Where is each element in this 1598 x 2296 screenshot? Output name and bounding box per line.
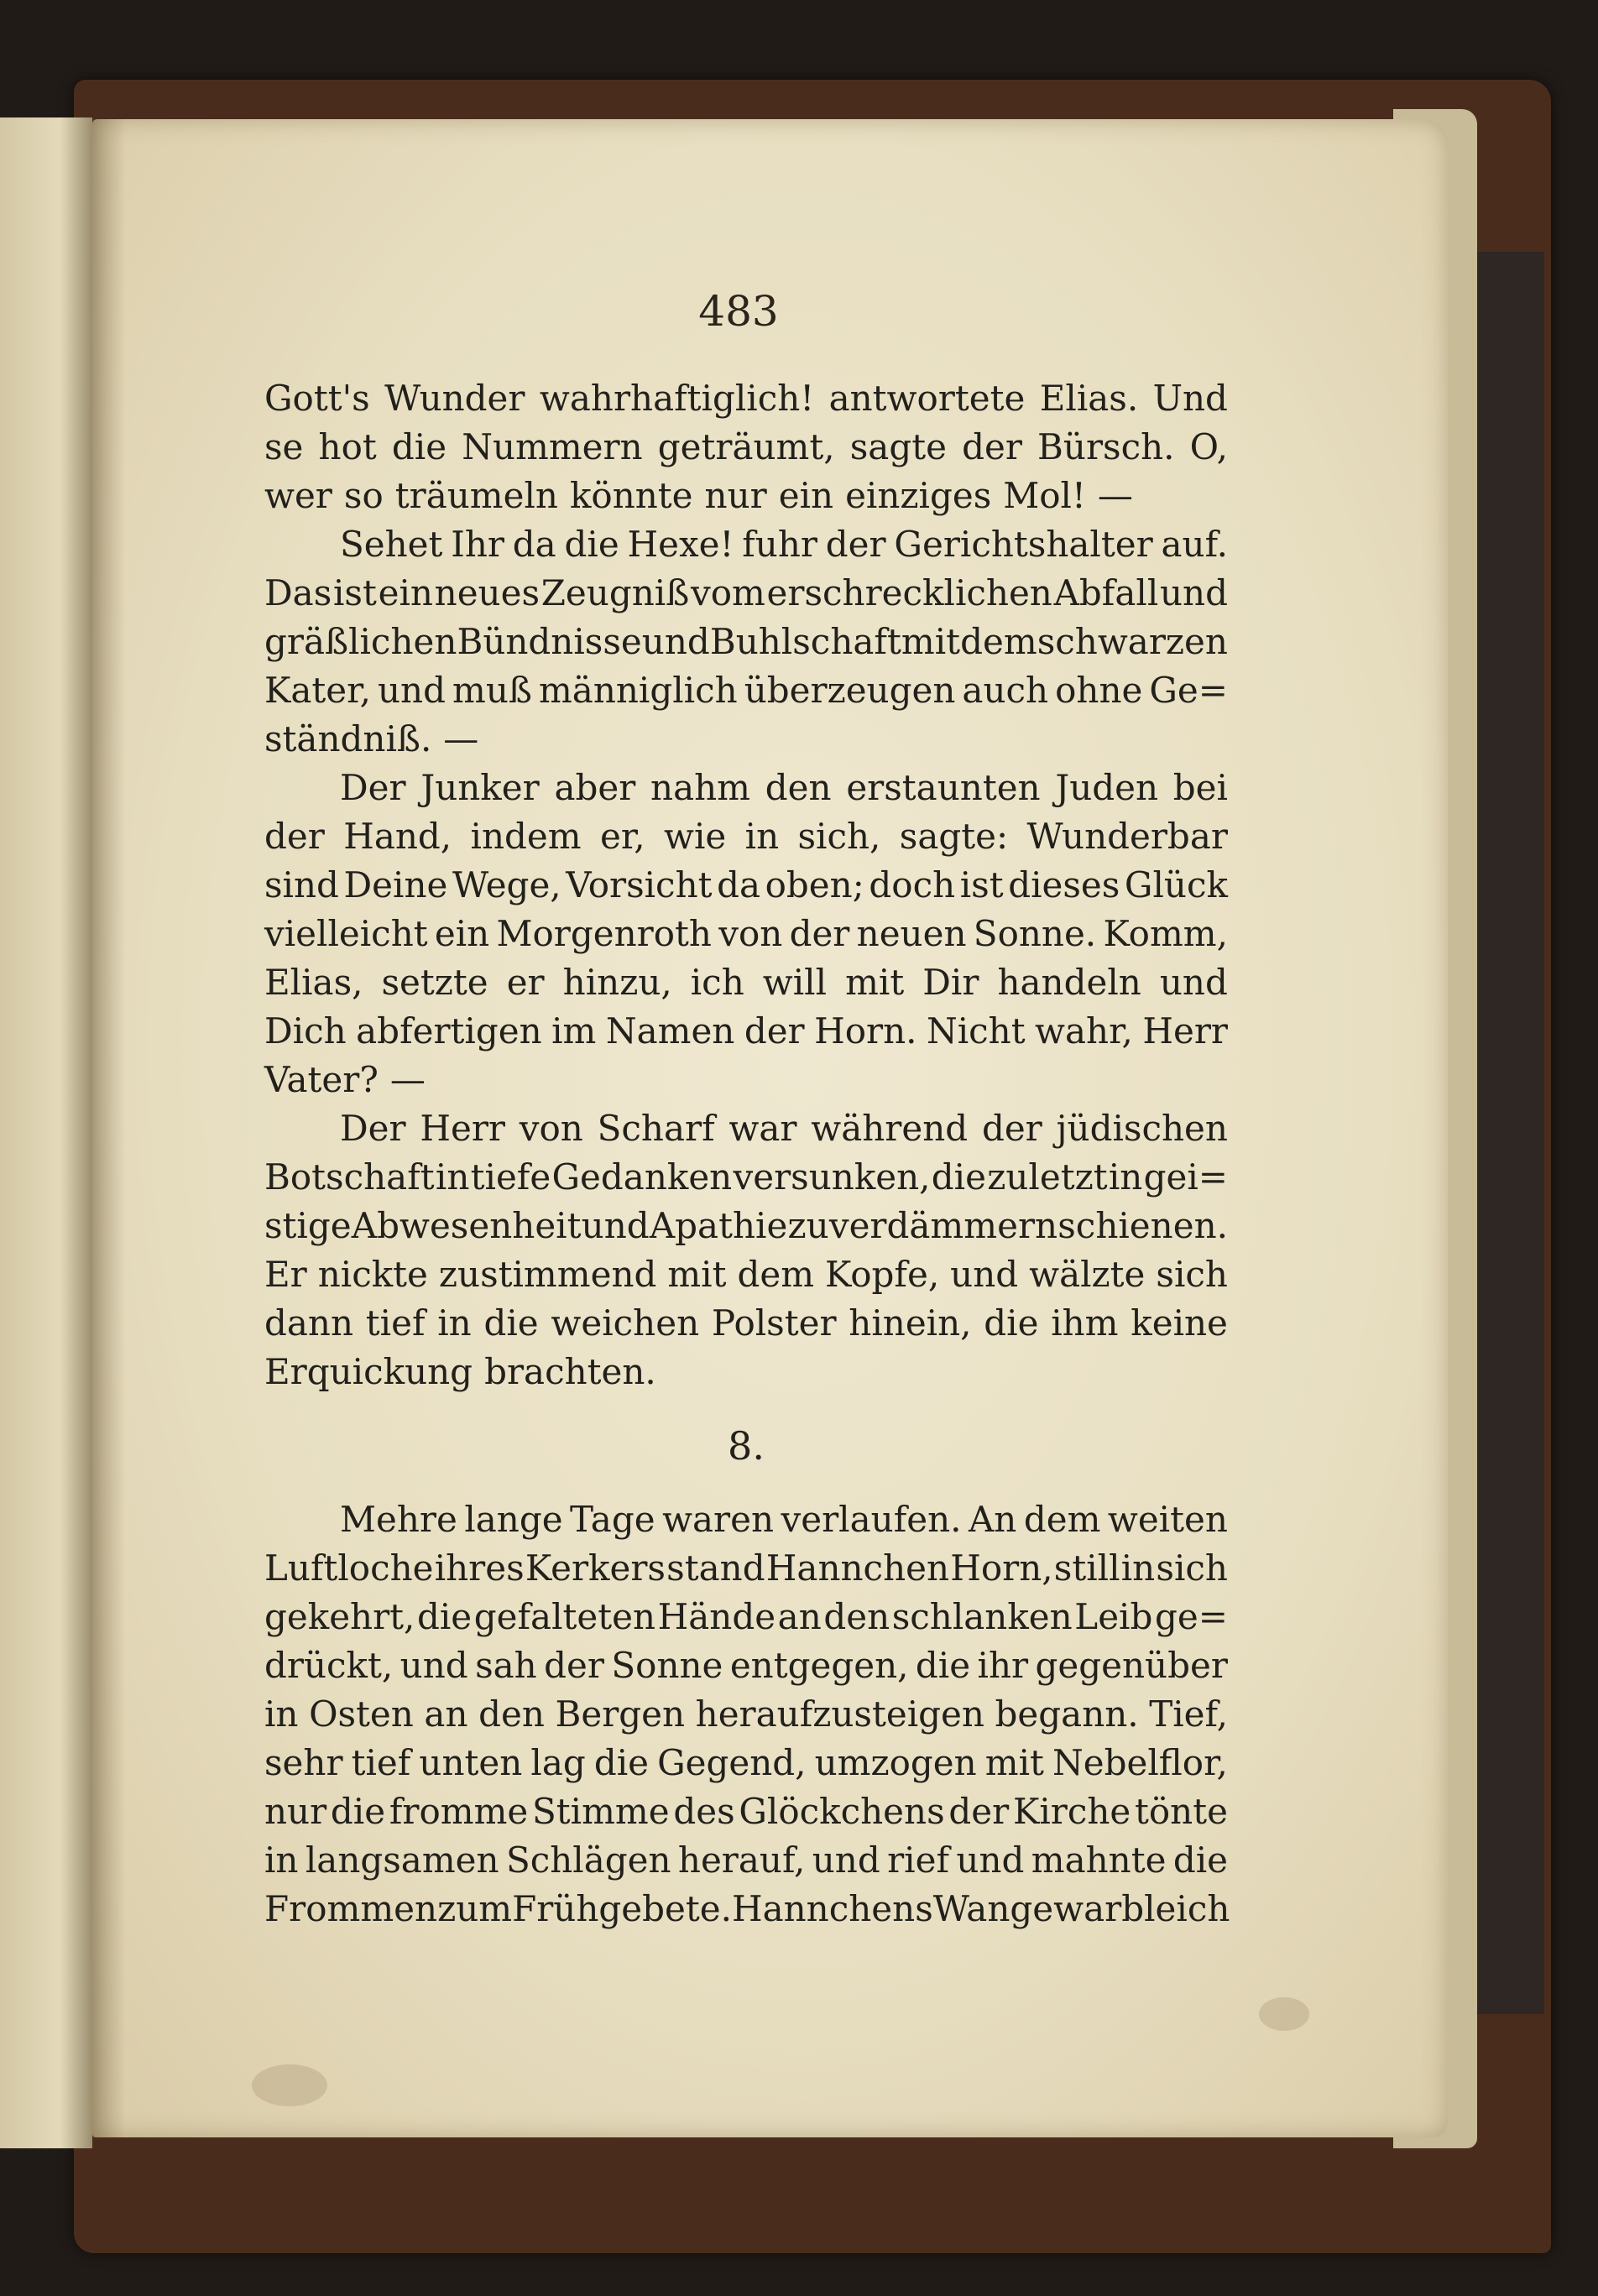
word: Bürsch.: [1037, 426, 1175, 467]
text-line: [264, 1007, 1228, 1056]
word: nickte: [317, 1254, 428, 1295]
word: langsamen: [305, 1839, 499, 1881]
word: Sonne.: [973, 913, 1097, 954]
word: Kopfe,: [825, 1254, 940, 1295]
word: und: [641, 621, 710, 662]
word: Hände: [657, 1596, 776, 1637]
word: Leib: [1074, 1596, 1153, 1637]
word: Hannchens: [731, 1888, 933, 1929]
word: die: [416, 1596, 473, 1637]
word: und: [581, 1205, 650, 1246]
word: gräßlichen: [264, 621, 457, 662]
word: unten: [419, 1742, 523, 1783]
word: Hannchen: [765, 1547, 950, 1589]
word: männiglich: [538, 670, 738, 711]
word: sind: [264, 864, 339, 905]
word: Botschaft: [264, 1156, 435, 1198]
word: und: [1159, 962, 1228, 1003]
word: ohne: [1055, 670, 1143, 711]
word: ich: [690, 962, 744, 1003]
word: sich: [1156, 1547, 1228, 1589]
word: Der: [340, 767, 406, 808]
word: vielleicht: [264, 913, 428, 954]
word: wie: [664, 816, 727, 857]
word: mit: [984, 1742, 1044, 1783]
word: sich,: [797, 816, 881, 857]
word: Kerkers: [525, 1547, 666, 1589]
word: erschrecklichen: [766, 572, 1052, 613]
word: bei: [1172, 767, 1228, 808]
word: keine: [1131, 1302, 1228, 1344]
word: Gerichtshalter: [894, 524, 1153, 565]
word: die: [984, 1302, 1039, 1344]
word: ein: [434, 913, 490, 954]
word: der: [744, 1010, 805, 1051]
text-line: [264, 1739, 1228, 1787]
word: die: [330, 1791, 386, 1832]
word: ge=: [1154, 1596, 1228, 1637]
word: Bergen: [555, 1693, 686, 1735]
word: nahm: [650, 767, 751, 808]
word: und: [377, 670, 446, 711]
word: dieses: [1008, 864, 1120, 905]
word: des: [673, 1791, 735, 1832]
word: in: [264, 1839, 299, 1881]
word: der: [981, 1108, 1042, 1149]
word: Elias.: [1039, 378, 1139, 419]
word: sagte:: [899, 816, 1009, 857]
word: der: [264, 816, 325, 857]
paper-stain: [252, 2064, 327, 2106]
word: Ge=: [1149, 670, 1228, 711]
word: gegenüber: [1035, 1645, 1228, 1686]
text-line: [264, 1836, 1228, 1885]
word: sehr: [264, 1742, 343, 1783]
word: Dich: [264, 1010, 347, 1051]
word: Kirche: [1012, 1791, 1131, 1832]
word: zustimmend: [438, 1254, 657, 1295]
word: fromme: [389, 1791, 529, 1832]
text-line: [264, 1495, 1228, 1544]
word: da: [717, 864, 761, 905]
text-line: [264, 910, 1228, 958]
word: stige: [264, 1205, 352, 1246]
word: zuletzt: [987, 1156, 1108, 1198]
word: aber: [554, 767, 636, 808]
word: Herr: [420, 1108, 506, 1149]
word: Nebelflor,: [1052, 1742, 1228, 1783]
word: Hexe!: [627, 524, 734, 565]
word: Wange: [932, 1888, 1054, 1929]
word: tief: [365, 1302, 426, 1344]
word: setzte: [381, 962, 488, 1003]
word: weichen: [551, 1302, 700, 1344]
word: rief: [887, 1839, 950, 1881]
word: er,: [599, 816, 645, 857]
word: ihm: [1051, 1302, 1119, 1344]
text-line: [264, 1885, 1228, 1933]
word: dem: [737, 1254, 815, 1295]
word: wahr,: [1035, 1010, 1133, 1051]
word: ist: [959, 864, 1004, 905]
text-line: [264, 1202, 1228, 1250]
word: auch: [962, 670, 1049, 711]
word: Sonne: [611, 1645, 723, 1686]
word: träumeln: [394, 475, 558, 516]
text-line: [264, 569, 1228, 618]
text-line: [264, 520, 1228, 569]
word: dem: [1023, 1499, 1101, 1540]
word: Apathie: [649, 1205, 788, 1246]
word: Glöckchens: [739, 1791, 945, 1832]
word: Morgenroth: [496, 913, 712, 954]
word: schlanken: [891, 1596, 1073, 1637]
word: entgegen,: [729, 1645, 909, 1686]
word: an: [777, 1596, 822, 1637]
word: in: [744, 816, 780, 857]
word: Komm,: [1103, 913, 1228, 954]
word: Das: [264, 572, 332, 613]
word: Herr: [1142, 1010, 1228, 1051]
page-number: 483: [698, 287, 779, 336]
word: die: [391, 426, 447, 467]
word: Gott's: [264, 378, 370, 419]
word: die: [564, 524, 619, 565]
word: Junker: [420, 767, 540, 808]
text-line: [264, 812, 1228, 861]
word: schienen.: [1058, 1205, 1228, 1246]
word: Tief,: [1149, 1693, 1228, 1735]
word: an: [424, 1693, 468, 1735]
word: mit: [901, 621, 961, 662]
word: Juden: [1055, 767, 1159, 808]
word: zu: [787, 1205, 829, 1246]
text-line: [264, 1544, 1228, 1593]
word: schwarzen: [1037, 621, 1228, 662]
word: ist: [333, 572, 377, 613]
word: lag: [530, 1742, 586, 1783]
text-line: [264, 472, 1228, 520]
word: versunken,: [733, 1156, 931, 1198]
word: während: [811, 1108, 969, 1149]
word: auf.: [1161, 524, 1228, 565]
word: —: [443, 718, 479, 759]
word: Frommen: [264, 1888, 438, 1929]
text-line: [264, 1593, 1228, 1641]
word: tiefe: [470, 1156, 551, 1198]
word: Mol!: [1003, 475, 1086, 516]
word: Hand,: [343, 816, 452, 857]
word: neuen: [856, 913, 967, 954]
word: doch: [869, 864, 956, 905]
word: hinein,: [849, 1302, 972, 1344]
word: und: [950, 1254, 1019, 1295]
word: in: [437, 1302, 472, 1344]
word: Ihr: [451, 524, 504, 565]
word: Vorsicht: [566, 864, 713, 905]
word: Luftloche: [264, 1547, 434, 1589]
word: jüdischen: [1056, 1108, 1228, 1149]
text-line: [264, 423, 1228, 472]
word: Dir: [922, 962, 979, 1003]
word: An: [968, 1499, 1017, 1540]
word: still: [1053, 1547, 1120, 1589]
word: Mehre: [340, 1499, 457, 1540]
word: sah: [475, 1645, 537, 1686]
word: Wunder: [384, 378, 525, 419]
word: antwortete: [828, 378, 1026, 419]
word: ein: [778, 475, 834, 516]
word: heraufzusteigen: [695, 1693, 984, 1735]
word: die: [915, 1645, 971, 1686]
word: Tage: [570, 1499, 655, 1540]
word: gefalteten: [473, 1596, 656, 1637]
word: brachten.: [484, 1351, 656, 1392]
word: ständniß.: [264, 718, 432, 759]
word: so: [343, 475, 384, 516]
word: sich: [1156, 1254, 1228, 1295]
text-line: [264, 1787, 1228, 1836]
word: Kater,: [264, 670, 371, 711]
text-line: [264, 1104, 1228, 1153]
word: neues: [434, 572, 540, 613]
word: den: [765, 767, 832, 808]
word: den: [823, 1596, 890, 1637]
word: handeln: [997, 962, 1141, 1003]
word: in: [1120, 1547, 1156, 1589]
word: Er: [264, 1254, 307, 1295]
word: Nicht: [926, 1010, 1026, 1051]
word: se: [264, 426, 304, 467]
word: ein: [378, 572, 433, 613]
word: stand: [666, 1547, 765, 1589]
text-line: [264, 1690, 1228, 1739]
word: Vater?: [264, 1059, 379, 1100]
word: gekehrt,: [264, 1596, 415, 1637]
word: will: [762, 962, 828, 1003]
word: Sehet: [340, 524, 443, 565]
text-line: [264, 764, 1228, 812]
word: Und: [1152, 378, 1228, 419]
word: Bündnisse: [457, 621, 642, 662]
word: ihr: [977, 1645, 1029, 1686]
text-line: [264, 1250, 1228, 1299]
text-line: [264, 666, 1228, 715]
word: dann: [264, 1302, 354, 1344]
word: Abwesenheit: [351, 1205, 582, 1246]
word: weiten: [1107, 1499, 1228, 1540]
word: der: [789, 913, 850, 954]
word: bleich: [1121, 1888, 1230, 1929]
word: zum: [437, 1888, 513, 1929]
word: Deine: [343, 864, 448, 905]
text-line: [264, 1153, 1228, 1202]
word: die: [483, 1302, 539, 1344]
text-line: [264, 1299, 1228, 1348]
word: Buhlschaft: [709, 621, 901, 662]
word: drückt,: [264, 1645, 394, 1686]
text-line: [264, 715, 1228, 764]
word: überzeugen: [744, 670, 956, 711]
word: Zeugniß: [540, 572, 690, 613]
word: in: [1108, 1156, 1143, 1198]
word: Polster: [711, 1302, 837, 1344]
text-line: [264, 618, 1228, 666]
word: wahrhaftiglich!: [539, 378, 815, 419]
word: Glück: [1124, 864, 1228, 905]
word: und: [400, 1645, 468, 1686]
word: und: [956, 1839, 1025, 1881]
word: sagte: [849, 426, 947, 467]
word: fuhr: [742, 524, 817, 565]
paper-stain: [1259, 1997, 1309, 2031]
word: die: [931, 1156, 986, 1198]
word: von: [718, 913, 783, 954]
word: da: [512, 524, 556, 565]
word: waren: [662, 1499, 775, 1540]
page-gutter-shadow: [92, 119, 126, 2137]
word: Schlägen: [505, 1839, 671, 1881]
text-line: [264, 861, 1228, 910]
body-text: [264, 374, 1228, 1933]
text-line: [264, 958, 1228, 1007]
word: dem: [960, 621, 1037, 662]
word: wer: [264, 475, 332, 516]
word: Elias,: [264, 962, 363, 1003]
word: Stimme: [532, 1791, 670, 1832]
word: indem: [470, 816, 582, 857]
word: umzogen: [814, 1742, 977, 1783]
word: im: [551, 1010, 597, 1051]
word: ihres: [434, 1547, 525, 1589]
word: den: [478, 1693, 545, 1735]
word: hinzu,: [562, 962, 672, 1003]
word: gei=: [1143, 1156, 1228, 1198]
word: und: [1159, 572, 1228, 613]
word: lange: [464, 1499, 563, 1540]
word: die: [593, 1742, 650, 1783]
word: er: [506, 962, 545, 1003]
word: abfertigen: [356, 1010, 542, 1051]
word: Horn,: [950, 1547, 1053, 1589]
word: mit: [667, 1254, 727, 1295]
word: der: [948, 1791, 1010, 1832]
word: verlaufen.: [781, 1499, 962, 1540]
word: O,: [1189, 426, 1228, 467]
text-line: [264, 374, 1228, 423]
word: Osten: [309, 1693, 414, 1735]
word: von: [519, 1108, 583, 1149]
word: in: [264, 1693, 299, 1735]
word: einziges: [845, 475, 992, 516]
word: und: [812, 1839, 880, 1881]
word: mit: [845, 962, 905, 1003]
word: vom: [690, 572, 765, 613]
word: der: [962, 426, 1022, 467]
word: —: [1097, 475, 1133, 516]
word: —: [389, 1059, 426, 1100]
word: begann.: [995, 1693, 1139, 1735]
word: oben;: [765, 864, 864, 905]
word: verdämmern: [828, 1205, 1058, 1246]
word: herauf,: [677, 1839, 806, 1881]
word: Nummern: [462, 426, 643, 467]
word: tönte: [1135, 1791, 1228, 1832]
text-line: [264, 1348, 1228, 1396]
word: war: [728, 1108, 797, 1149]
word: mahnte: [1031, 1839, 1167, 1881]
word: der: [825, 524, 886, 565]
word: tief: [351, 1742, 411, 1783]
word: geträumt,: [657, 426, 835, 467]
word: in: [435, 1156, 470, 1198]
word: die: [1172, 1839, 1228, 1881]
word: Gegend,: [657, 1742, 807, 1783]
word: könnte: [569, 475, 693, 516]
word: muß: [452, 670, 532, 711]
word: Namen: [605, 1010, 735, 1051]
word: Horn.: [814, 1010, 917, 1051]
word: war: [1053, 1888, 1122, 1929]
word: Wege,: [452, 864, 561, 905]
word: Erquickung: [264, 1351, 473, 1392]
word: wälzte: [1029, 1254, 1146, 1295]
text-line: [264, 1056, 1228, 1104]
word: der: [544, 1645, 604, 1686]
word: erstaunten: [846, 767, 1041, 808]
word: nur: [704, 475, 767, 516]
word: Scharf: [597, 1108, 715, 1149]
word: Abfall: [1053, 572, 1159, 613]
word: Gedanken: [551, 1156, 733, 1198]
word: Der: [340, 1108, 406, 1149]
previous-page-edge: [0, 117, 92, 2148]
text-line: [264, 1641, 1228, 1690]
word: Frühgebete.: [512, 1888, 732, 1929]
section-heading: 8.: [728, 1423, 765, 1469]
word: Wunderbar: [1026, 816, 1228, 857]
word: nur: [264, 1791, 327, 1832]
word: hot: [318, 426, 377, 467]
